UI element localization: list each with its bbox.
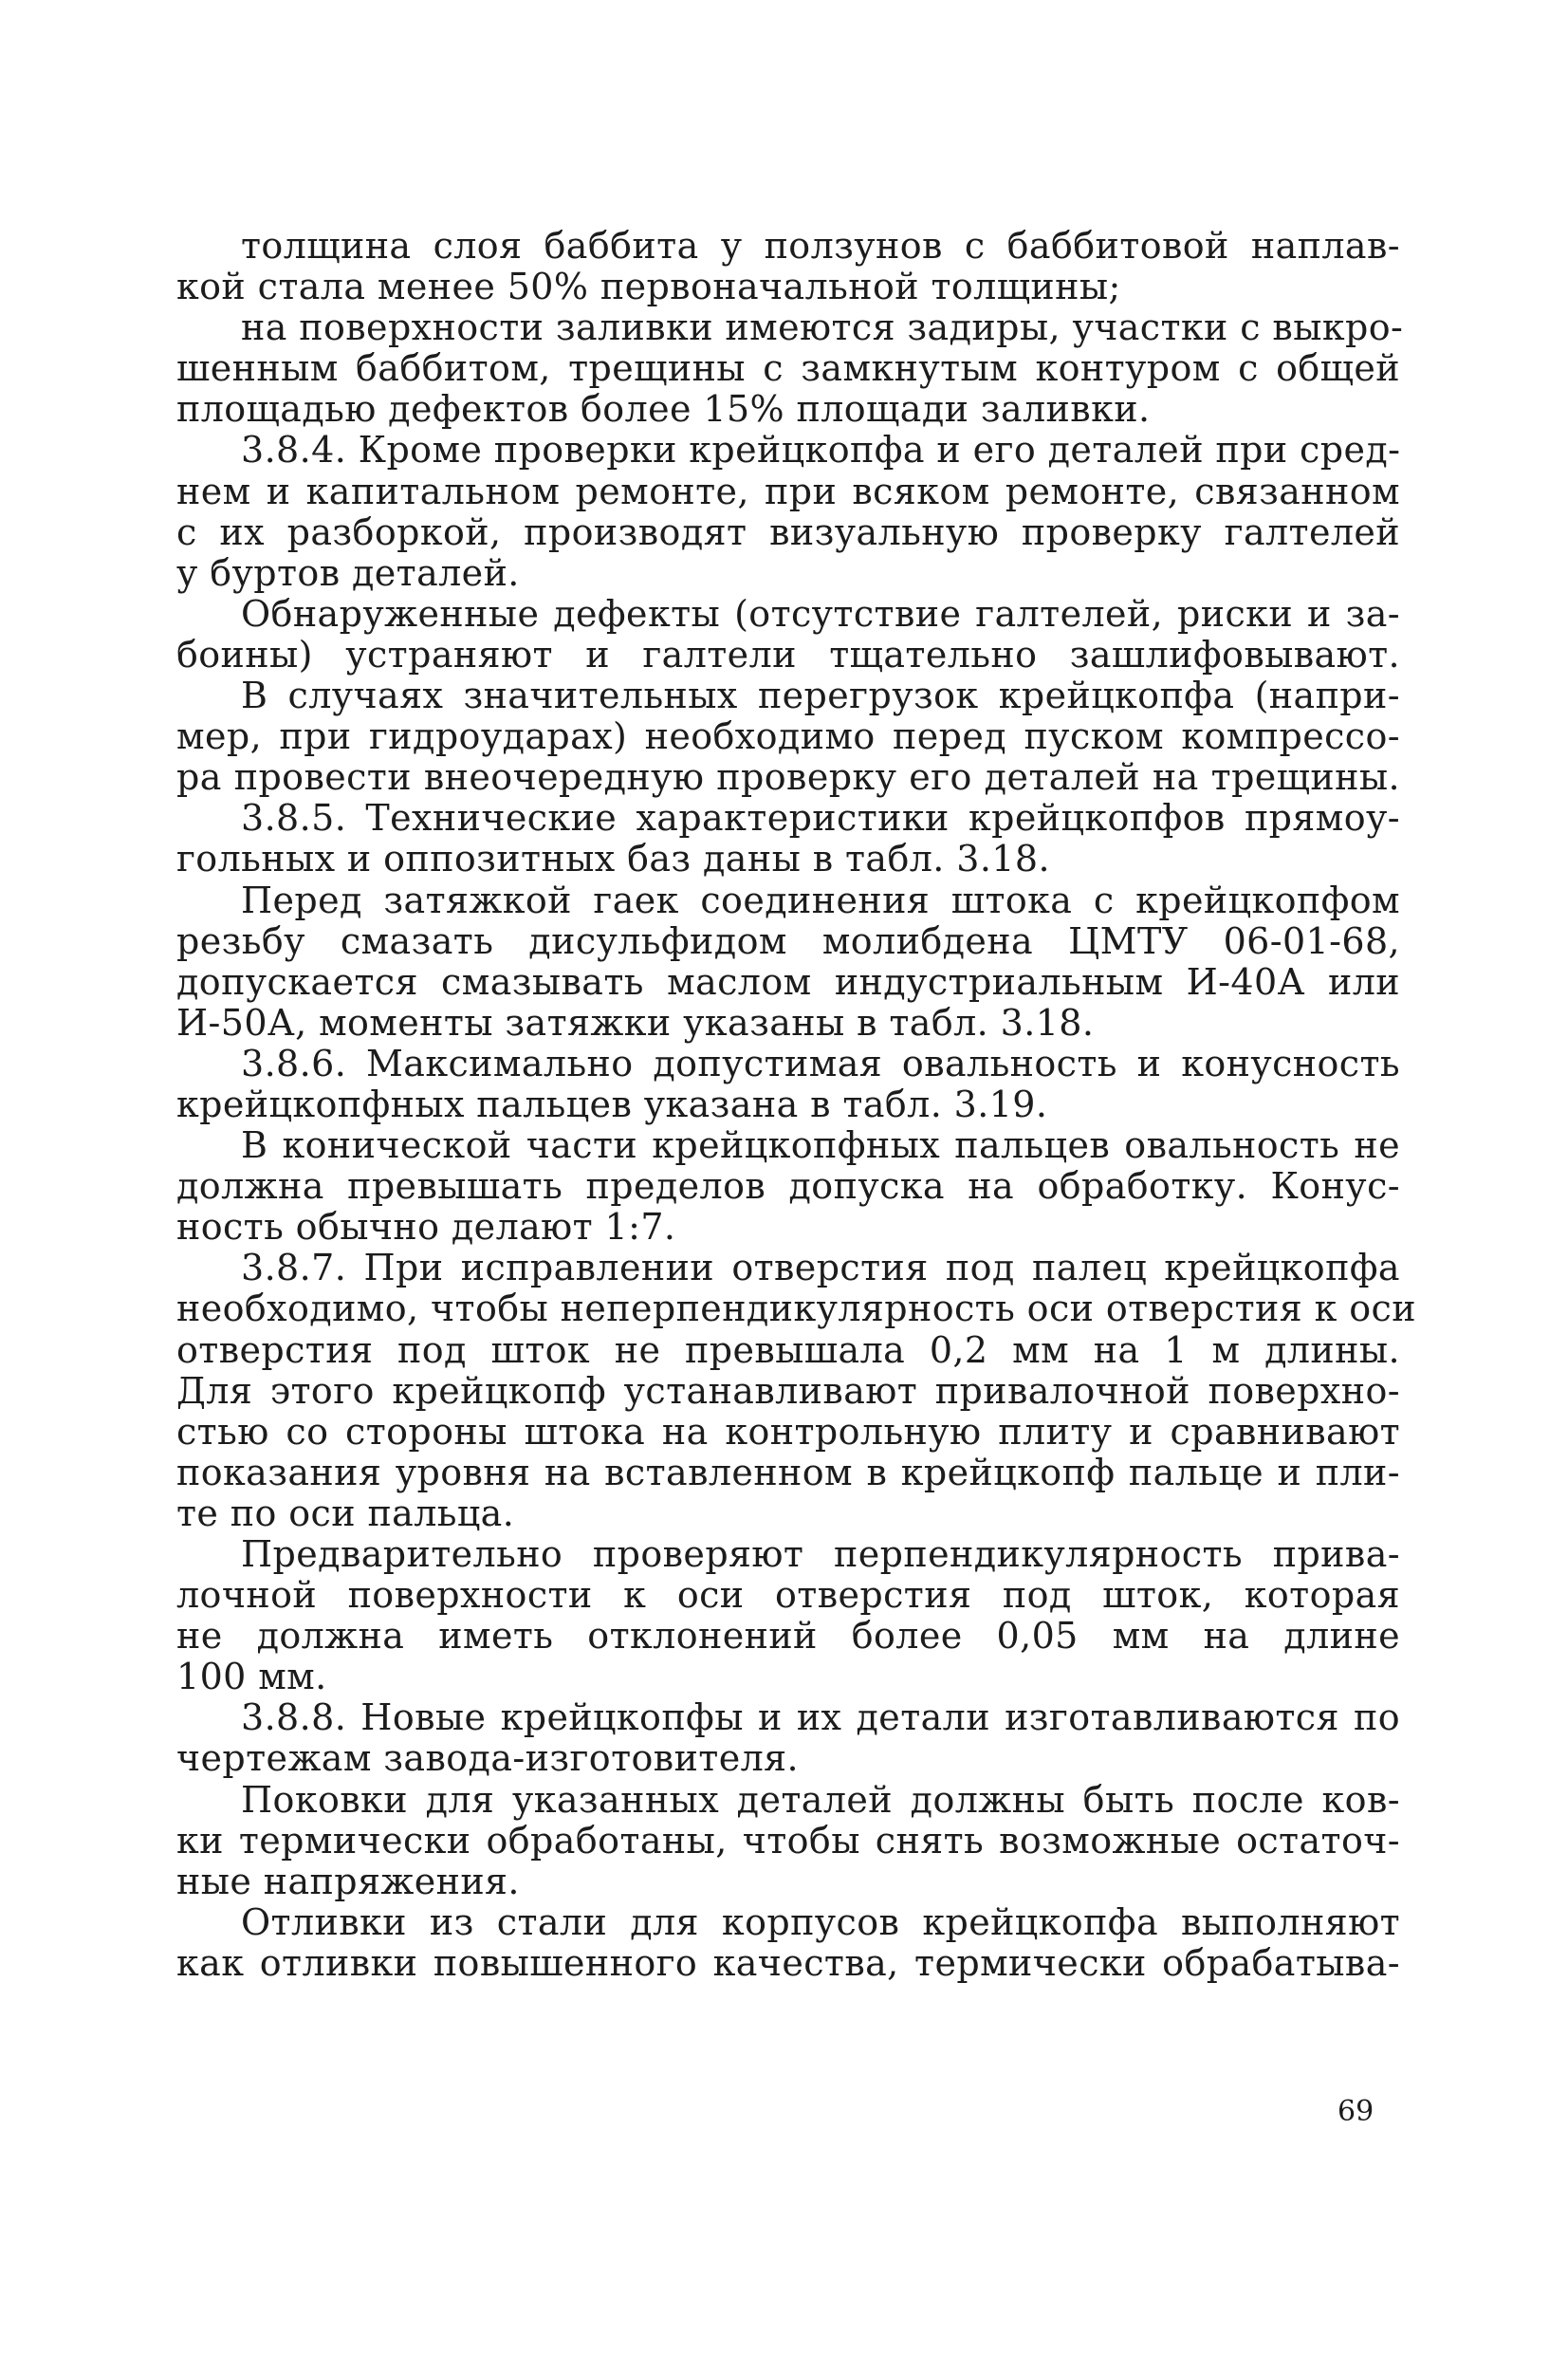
- text-line: отверстия под шток не превышала 0,2 мм на 1 м длины.: [176, 1328, 1400, 1371]
- text-line: мер, при гидроударах) необходимо перед пуском компрессо-: [176, 715, 1400, 758]
- text-line: шенным баббитом, трещины с замкнутым контуром с общей: [176, 347, 1400, 390]
- text-line: стью со стороны штока на контрольную плиту и сравнивают: [176, 1410, 1400, 1453]
- text-line: И-50А, моменты затяжки указаны в табл. 3.18.: [176, 1001, 1095, 1044]
- text-line: Обнаруженные дефекты (отсутствие галтелей, риски и за-: [241, 592, 1400, 635]
- text-line: лочной поверхности к оси отверстия под шток, которая: [176, 1574, 1400, 1617]
- text-line: 3.8.7. При исправлении отверстия под палец крейцкопфа: [241, 1247, 1400, 1289]
- text-line: 3.8.6. Максимально допустимая овальность и конусность: [241, 1042, 1400, 1084]
- text-line: на поверхности заливки имеются задиры, участки с выкро-: [241, 306, 1404, 349]
- text-line: ра провести внеочередную проверку его деталей на трещины.: [176, 756, 1400, 799]
- text-line: показания уровня на вставленном в крейцкопф пальце и пли-: [176, 1451, 1400, 1493]
- text-line: ность обычно делают 1:7.: [176, 1206, 676, 1249]
- text-line: Поковки для указанных деталей должны быть после ков-: [241, 1778, 1400, 1821]
- text-line: необходимо, чтобы неперпендикулярность оси отверстия к оси: [176, 1288, 1416, 1330]
- text-line: допускается смазывать маслом индустриальным И-40А или: [176, 960, 1400, 1003]
- text-line: как отливки повышенного качества, термически обрабатыва-: [176, 1941, 1400, 1984]
- page-number: 69: [1337, 2095, 1374, 2128]
- text-line: В случаях значительных перегрузок крейцкопфа (напри-: [241, 675, 1400, 717]
- text-line: ки термически обработаны, чтобы снять возможные остаточ-: [176, 1819, 1400, 1862]
- text-line: Отливки из стали для корпусов крейцкопфа выполняют: [241, 1900, 1400, 1943]
- text-line: с их разборкой, производят визуальную проверку галтелей: [176, 510, 1400, 553]
- text-line: площадью дефектов более 15% площади заливки.: [176, 388, 1151, 431]
- text-line: В конической части крейцкопфных пальцев овальность не: [241, 1124, 1400, 1167]
- text-line: 3.8.8. Новые крейцкопфы и их детали изготавливаются по: [241, 1696, 1400, 1739]
- text-line: гольных и оппозитных баз даны в табл. 3.18.: [176, 838, 1050, 880]
- text-line: ные напряжения.: [176, 1860, 520, 1902]
- text-line: чертежам завода-изготовителя.: [176, 1737, 800, 1780]
- page-body: [176, 225, 1416, 1984]
- text-line: те по оси пальца.: [176, 1491, 515, 1534]
- text-line: должна превышать пределов допуска на обработку. Конус-: [176, 1165, 1400, 1208]
- text-line: нем и капитальном ремонте, при всяком ремонте, связанном: [176, 470, 1400, 512]
- text-line: Перед затяжкой гаек соединения штока с крейцкопфом: [241, 879, 1400, 921]
- text-line: резьбу смазать дисульфидом молибдена ЦМТУ 06-01-68,: [176, 919, 1400, 962]
- text-line: боины) устраняют и галтели тщательно зашлифовывают.: [176, 633, 1400, 676]
- text-line: 3.8.5. Технические характеристики крейцкопфов прямоу-: [241, 797, 1400, 840]
- text-line: Предварительно проверяют перпендикулярность прива-: [241, 1533, 1400, 1575]
- text-line: кой стала менее 50% первоначальной толщины;: [176, 266, 1121, 308]
- text-line: Для этого крейцкопф устанавливают привалочной поверхно-: [176, 1369, 1400, 1412]
- text-line: 3.8.4. Кроме проверки крейцкопфа и его деталей при сред-: [241, 429, 1401, 472]
- text-line: крейцкопфных пальцев указана в табл. 3.19.: [176, 1083, 1048, 1125]
- text-line: у буртов деталей.: [176, 551, 520, 594]
- text-line: толщина слоя баббита у ползунов с баббитовой наплав-: [241, 225, 1400, 267]
- text-line: не должна иметь отклонений более 0,05 мм на длине: [176, 1615, 1400, 1658]
- text-line: 100 мм.: [176, 1656, 327, 1698]
